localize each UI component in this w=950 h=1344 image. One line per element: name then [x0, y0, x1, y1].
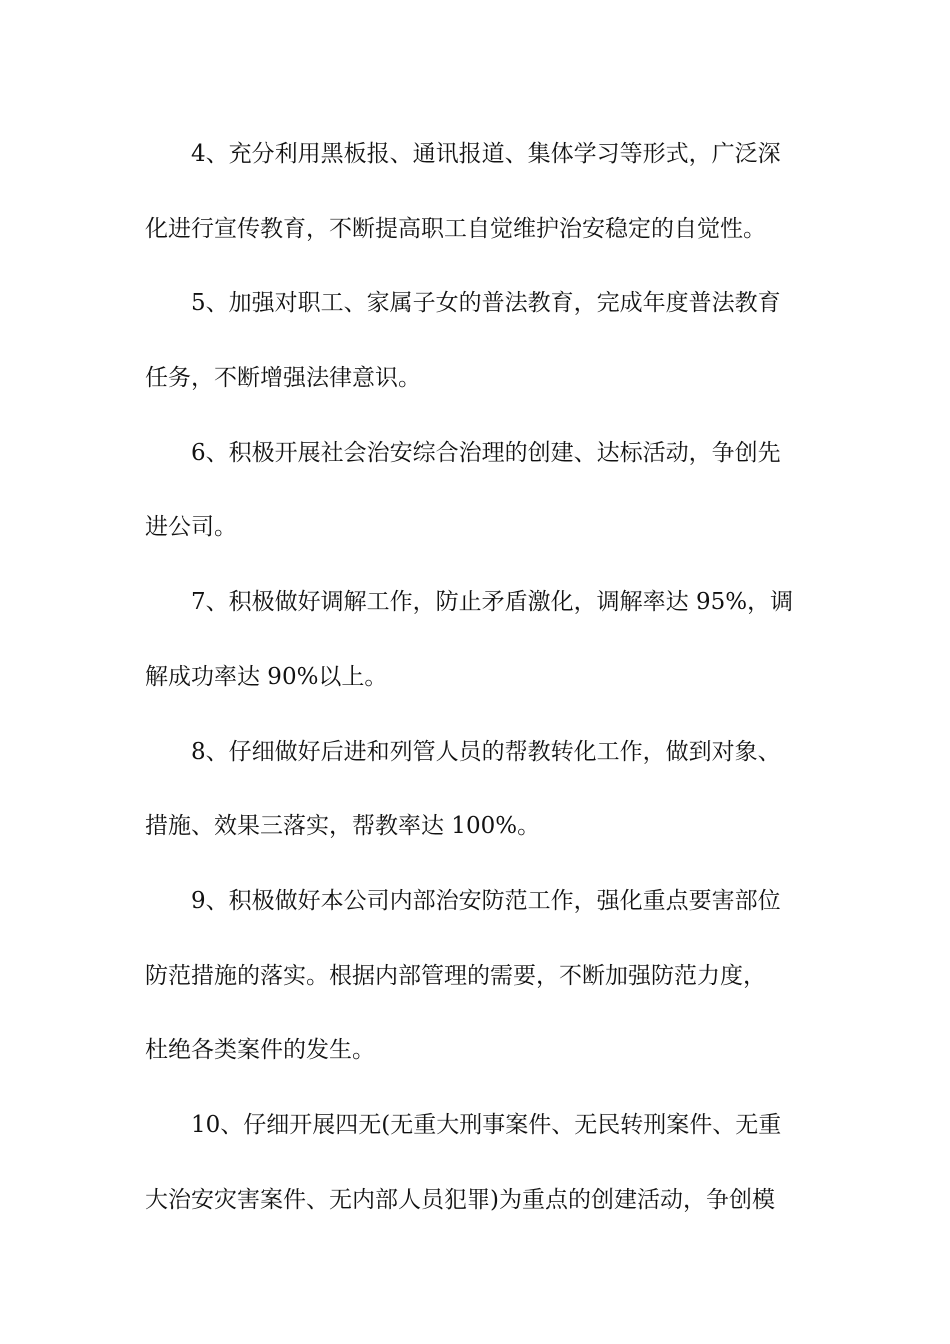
text-line: 进公司。: [145, 514, 237, 541]
text-line: 杜绝各类案件的发生。: [145, 1037, 375, 1064]
text-line: 9、积极做好本公司内部治安防范工作，强化重点要害部位: [191, 887, 781, 914]
text-line: 任务，不断增强法律意识。: [145, 365, 421, 392]
text-line: 6、积极开展社会治安综合治理的创建、达标活动，争创先: [191, 439, 781, 466]
text-line: 4、充分利用黑板报、通讯报道、集体学习等形式，广泛深: [191, 141, 781, 167]
document-body: [145, 124, 810, 1244]
text-line: 10、仔细开展四无(无重大刑事案件、无民转刑案件、无重: [191, 1111, 782, 1138]
text-line: 大治安灾害案件、无内部人员犯罪)为重点的创建活动，争创模: [145, 1186, 775, 1213]
text-line: 措施、效果三落实，帮教率达 100%。: [145, 813, 541, 840]
text-line: 化进行宣传教育，不断提高职工自觉维护治安稳定的自觉性。: [145, 215, 766, 242]
text-line: 7、积极做好调解工作，防止矛盾激化，调解率达 95%，调: [191, 589, 794, 616]
text-line: 防范措施的落实。根据内部管理的需要，不断加强防范力度，: [145, 962, 766, 989]
text-line: 5、加强对职工、家属子女的普法教育，完成年度普法教育: [191, 290, 781, 317]
text-line: 8、仔细做好后进和列管人员的帮教转化工作，做到对象、: [191, 738, 781, 765]
text-line: 解成功率达 90%以上。: [145, 663, 388, 690]
